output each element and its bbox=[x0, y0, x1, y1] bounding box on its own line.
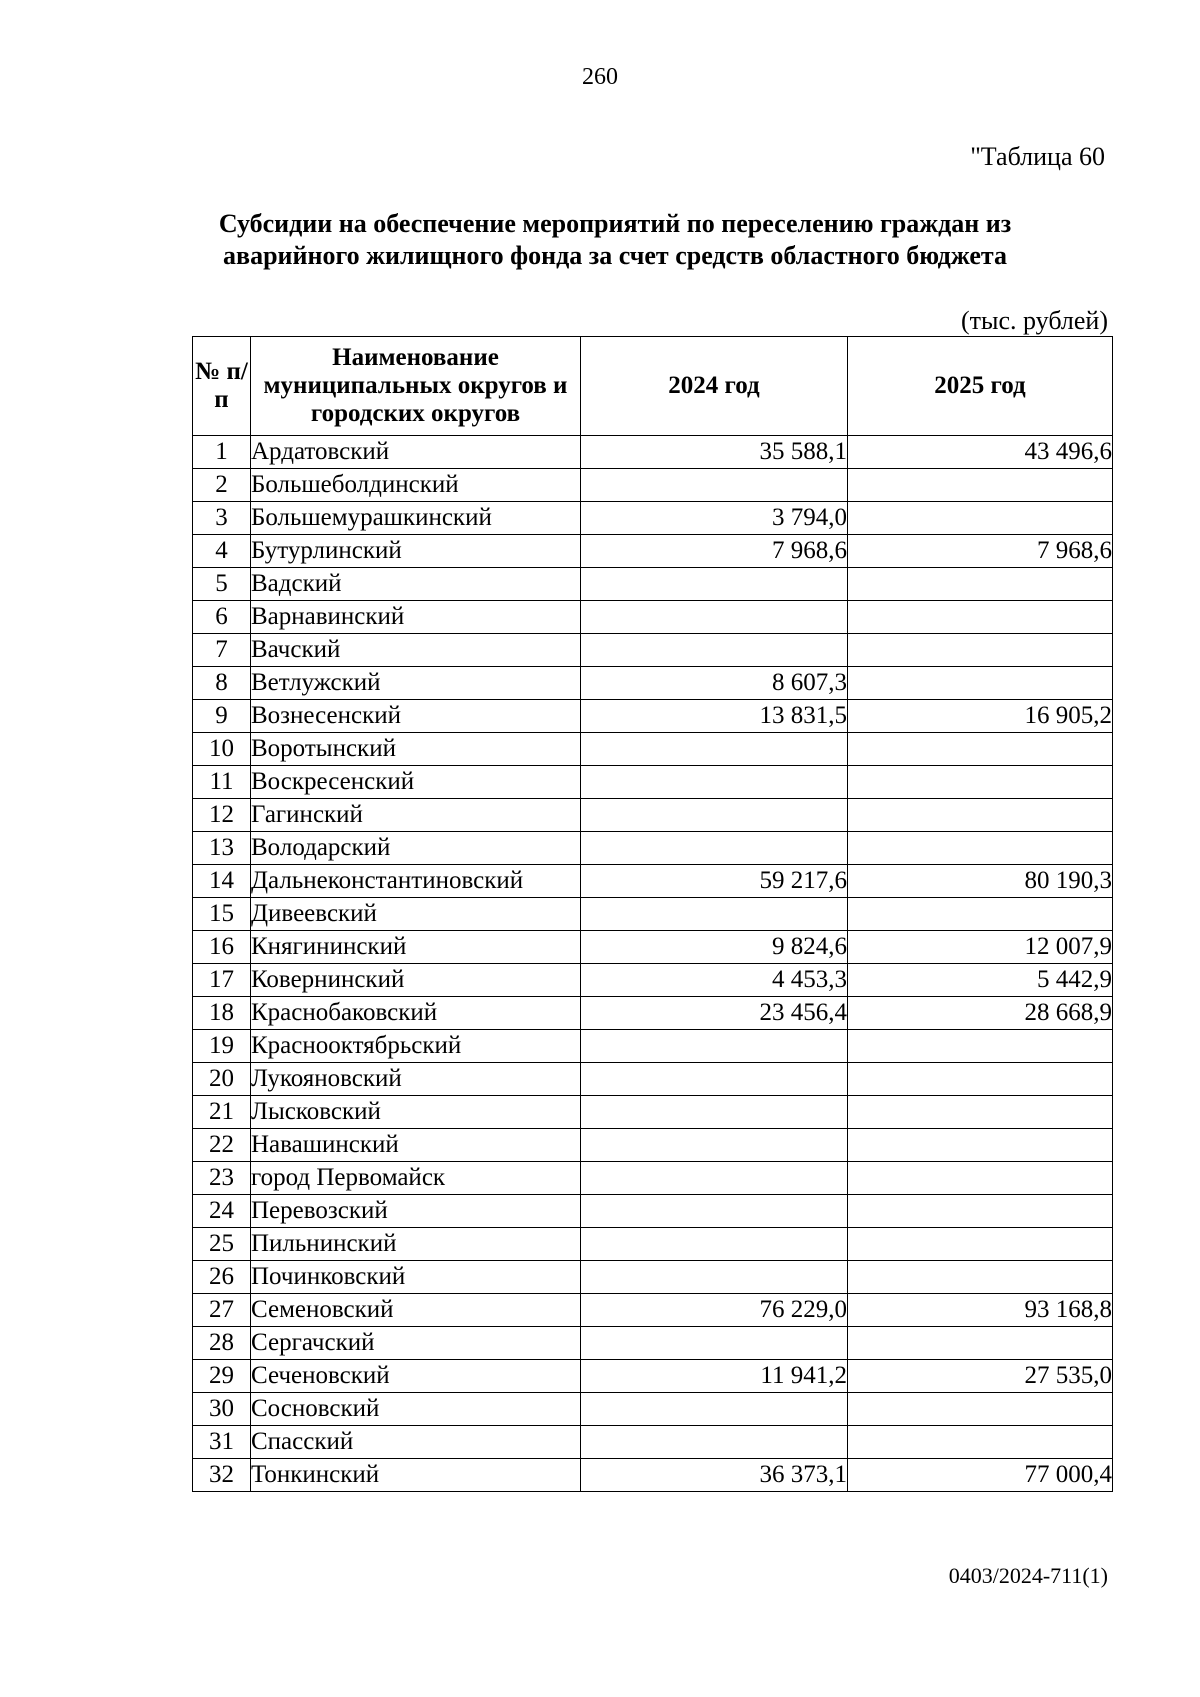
table-row bbox=[193, 568, 1113, 601]
value-2025 bbox=[848, 898, 1113, 931]
municipality-name: Княгининский bbox=[251, 931, 581, 964]
table-row bbox=[193, 1129, 1113, 1162]
value-2024 bbox=[581, 1261, 848, 1294]
value-2025: 28 668,9 bbox=[848, 997, 1113, 1030]
row-number: 6 bbox=[193, 601, 251, 634]
value-2024 bbox=[581, 1228, 848, 1261]
value-2024: 59 217,6 bbox=[581, 865, 848, 898]
table-row bbox=[193, 832, 1113, 865]
value-2024 bbox=[581, 733, 848, 766]
value-2024 bbox=[581, 1030, 848, 1063]
value-2025 bbox=[848, 766, 1113, 799]
table-row bbox=[193, 700, 1113, 733]
row-number: 5 bbox=[193, 568, 251, 601]
value-2025 bbox=[848, 1195, 1113, 1228]
municipality-name: Пильнинский bbox=[251, 1228, 581, 1261]
table-row bbox=[193, 1162, 1113, 1195]
value-2024: 9 824,6 bbox=[581, 931, 848, 964]
value-2024: 35 588,1 bbox=[581, 436, 848, 469]
row-number: 2 bbox=[193, 469, 251, 502]
municipality-name: Большеболдинский bbox=[251, 469, 581, 502]
row-number: 31 bbox=[193, 1426, 251, 1459]
row-number: 23 bbox=[193, 1162, 251, 1195]
municipality-name: Гагинский bbox=[251, 799, 581, 832]
value-2025: 93 168,8 bbox=[848, 1294, 1113, 1327]
table-row bbox=[193, 931, 1113, 964]
subsidies-table bbox=[192, 336, 1113, 1492]
value-2024 bbox=[581, 1162, 848, 1195]
municipality-name: Спасский bbox=[251, 1426, 581, 1459]
row-number: 16 bbox=[193, 931, 251, 964]
value-2025 bbox=[848, 832, 1113, 865]
municipality-name: Вачский bbox=[251, 634, 581, 667]
table-row bbox=[193, 1063, 1113, 1096]
municipality-name: Ковернинский bbox=[251, 964, 581, 997]
value-2025: 12 007,9 bbox=[848, 931, 1113, 964]
table-row bbox=[193, 469, 1113, 502]
row-number: 10 bbox=[193, 733, 251, 766]
value-2024 bbox=[581, 601, 848, 634]
row-number: 32 bbox=[193, 1459, 251, 1492]
row-number: 19 bbox=[193, 1030, 251, 1063]
row-number: 28 bbox=[193, 1327, 251, 1360]
value-2024 bbox=[581, 1393, 848, 1426]
table-row bbox=[193, 601, 1113, 634]
municipality-name: Варнавинский bbox=[251, 601, 581, 634]
table-header-row bbox=[193, 337, 1113, 436]
municipality-name: Воскресенский bbox=[251, 766, 581, 799]
row-number: 20 bbox=[193, 1063, 251, 1096]
table-row bbox=[193, 1393, 1113, 1426]
value-2025 bbox=[848, 1129, 1113, 1162]
table-row bbox=[193, 1228, 1113, 1261]
value-2025 bbox=[848, 634, 1113, 667]
value-2025 bbox=[848, 601, 1113, 634]
table-row bbox=[193, 1195, 1113, 1228]
value-2024: 76 229,0 bbox=[581, 1294, 848, 1327]
page-number: 260 bbox=[582, 64, 618, 90]
value-2025: 16 905,2 bbox=[848, 700, 1113, 733]
value-2025 bbox=[848, 1261, 1113, 1294]
value-2025 bbox=[848, 1228, 1113, 1261]
value-2025 bbox=[848, 1030, 1113, 1063]
municipality-name: Тонкинский bbox=[251, 1459, 581, 1492]
row-number: 24 bbox=[193, 1195, 251, 1228]
row-number: 9 bbox=[193, 700, 251, 733]
municipality-name: Бутурлинский bbox=[251, 535, 581, 568]
municipality-name: Лукояновский bbox=[251, 1063, 581, 1096]
units-label: (тыс. рублей) bbox=[960, 306, 1108, 335]
header-name: Наименование муниципальных округов и городских округов bbox=[251, 337, 581, 436]
value-2024: 36 373,1 bbox=[581, 1459, 848, 1492]
value-2024: 13 831,5 bbox=[581, 700, 848, 733]
value-2025 bbox=[848, 733, 1113, 766]
value-2025: 5 442,9 bbox=[848, 964, 1113, 997]
table-reference: "Таблица 60 bbox=[970, 142, 1105, 171]
value-2025 bbox=[848, 1162, 1113, 1195]
value-2024 bbox=[581, 832, 848, 865]
value-2024 bbox=[581, 1096, 848, 1129]
value-2024: 3 794,0 bbox=[581, 502, 848, 535]
value-2025 bbox=[848, 502, 1113, 535]
row-number: 21 bbox=[193, 1096, 251, 1129]
value-2025: 7 968,6 bbox=[848, 535, 1113, 568]
table-row bbox=[193, 634, 1113, 667]
municipality-name: Сергачский bbox=[251, 1327, 581, 1360]
municipality-name: Навашинский bbox=[251, 1129, 581, 1162]
municipality-name: Вадский bbox=[251, 568, 581, 601]
value-2024 bbox=[581, 568, 848, 601]
municipality-name: Большемурашкинский bbox=[251, 502, 581, 535]
row-number: 29 bbox=[193, 1360, 251, 1393]
table-row bbox=[193, 1327, 1113, 1360]
row-number: 11 bbox=[193, 766, 251, 799]
table-row bbox=[193, 898, 1113, 931]
table-row bbox=[193, 1459, 1113, 1492]
value-2024 bbox=[581, 1195, 848, 1228]
row-number: 12 bbox=[193, 799, 251, 832]
row-number: 15 bbox=[193, 898, 251, 931]
table-row bbox=[193, 1261, 1113, 1294]
municipality-name: Дивеевский bbox=[251, 898, 581, 931]
document-code: 0403/2024-711(1) bbox=[948, 1563, 1108, 1588]
value-2024 bbox=[581, 1426, 848, 1459]
table-row bbox=[193, 997, 1113, 1030]
municipality-name: Починковский bbox=[251, 1261, 581, 1294]
header-2024: 2024 год bbox=[581, 337, 848, 436]
value-2024 bbox=[581, 1129, 848, 1162]
row-number: 25 bbox=[193, 1228, 251, 1261]
row-number: 4 bbox=[193, 535, 251, 568]
municipality-name: Дальнеконстантиновский bbox=[251, 865, 581, 898]
table-body bbox=[193, 436, 1113, 1492]
value-2025 bbox=[848, 667, 1113, 700]
value-2025 bbox=[848, 1393, 1113, 1426]
value-2025: 77 000,4 bbox=[848, 1459, 1113, 1492]
table-row bbox=[193, 1030, 1113, 1063]
table-row bbox=[193, 667, 1113, 700]
value-2024: 7 968,6 bbox=[581, 535, 848, 568]
municipality-name: Сеченовский bbox=[251, 1360, 581, 1393]
value-2025 bbox=[848, 1096, 1113, 1129]
municipality-name: Воротынский bbox=[251, 733, 581, 766]
municipality-name: город Первомайск bbox=[251, 1162, 581, 1195]
municipality-name: Ветлужский bbox=[251, 667, 581, 700]
value-2024: 8 607,3 bbox=[581, 667, 848, 700]
municipality-name: Краснооктябрьский bbox=[251, 1030, 581, 1063]
row-number: 8 bbox=[193, 667, 251, 700]
value-2024 bbox=[581, 766, 848, 799]
municipality-name: Перевозский bbox=[251, 1195, 581, 1228]
value-2024: 11 941,2 bbox=[581, 1360, 848, 1393]
value-2024 bbox=[581, 799, 848, 832]
table-row bbox=[193, 964, 1113, 997]
value-2025: 80 190,3 bbox=[848, 865, 1113, 898]
value-2024 bbox=[581, 1327, 848, 1360]
value-2025 bbox=[848, 799, 1113, 832]
document-title: Субсидии на обеспечение мероприятий по переселению граждан из аварийного жилищного фонда за счет средств областного бюджета bbox=[218, 209, 1012, 270]
value-2024: 23 456,4 bbox=[581, 997, 848, 1030]
table-row bbox=[193, 733, 1113, 766]
row-number: 30 bbox=[193, 1393, 251, 1426]
value-2025 bbox=[848, 1063, 1113, 1096]
table-row bbox=[193, 1294, 1113, 1327]
table-row bbox=[193, 799, 1113, 832]
municipality-name: Ардатовский bbox=[251, 436, 581, 469]
table-row bbox=[193, 436, 1113, 469]
table-row bbox=[193, 535, 1113, 568]
row-number: 1 bbox=[193, 436, 251, 469]
value-2025 bbox=[848, 1327, 1113, 1360]
value-2024 bbox=[581, 469, 848, 502]
row-number: 22 bbox=[193, 1129, 251, 1162]
municipality-name: Вознесенский bbox=[251, 700, 581, 733]
value-2024 bbox=[581, 898, 848, 931]
table-row bbox=[193, 865, 1113, 898]
value-2025 bbox=[848, 469, 1113, 502]
value-2025 bbox=[848, 1426, 1113, 1459]
value-2024 bbox=[581, 1063, 848, 1096]
value-2025: 27 535,0 bbox=[848, 1360, 1113, 1393]
header-num: № п/п bbox=[193, 337, 251, 436]
table-row bbox=[193, 1426, 1113, 1459]
municipality-name: Лысковский bbox=[251, 1096, 581, 1129]
row-number: 3 bbox=[193, 502, 251, 535]
table-row bbox=[193, 766, 1113, 799]
municipality-name: Семеновский bbox=[251, 1294, 581, 1327]
row-number: 26 bbox=[193, 1261, 251, 1294]
municipality-name: Сосновский bbox=[251, 1393, 581, 1426]
municipality-name: Краснобаковский bbox=[251, 997, 581, 1030]
table-row bbox=[193, 502, 1113, 535]
value-2024: 4 453,3 bbox=[581, 964, 848, 997]
row-number: 18 bbox=[193, 997, 251, 1030]
row-number: 14 bbox=[193, 865, 251, 898]
table-row bbox=[193, 1360, 1113, 1393]
row-number: 7 bbox=[193, 634, 251, 667]
header-2025: 2025 год bbox=[848, 337, 1113, 436]
table-row bbox=[193, 1096, 1113, 1129]
municipality-name: Володарский bbox=[251, 832, 581, 865]
value-2025 bbox=[848, 568, 1113, 601]
row-number: 13 bbox=[193, 832, 251, 865]
row-number: 17 bbox=[193, 964, 251, 997]
row-number: 27 bbox=[193, 1294, 251, 1327]
value-2025: 43 496,6 bbox=[848, 436, 1113, 469]
value-2024 bbox=[581, 634, 848, 667]
